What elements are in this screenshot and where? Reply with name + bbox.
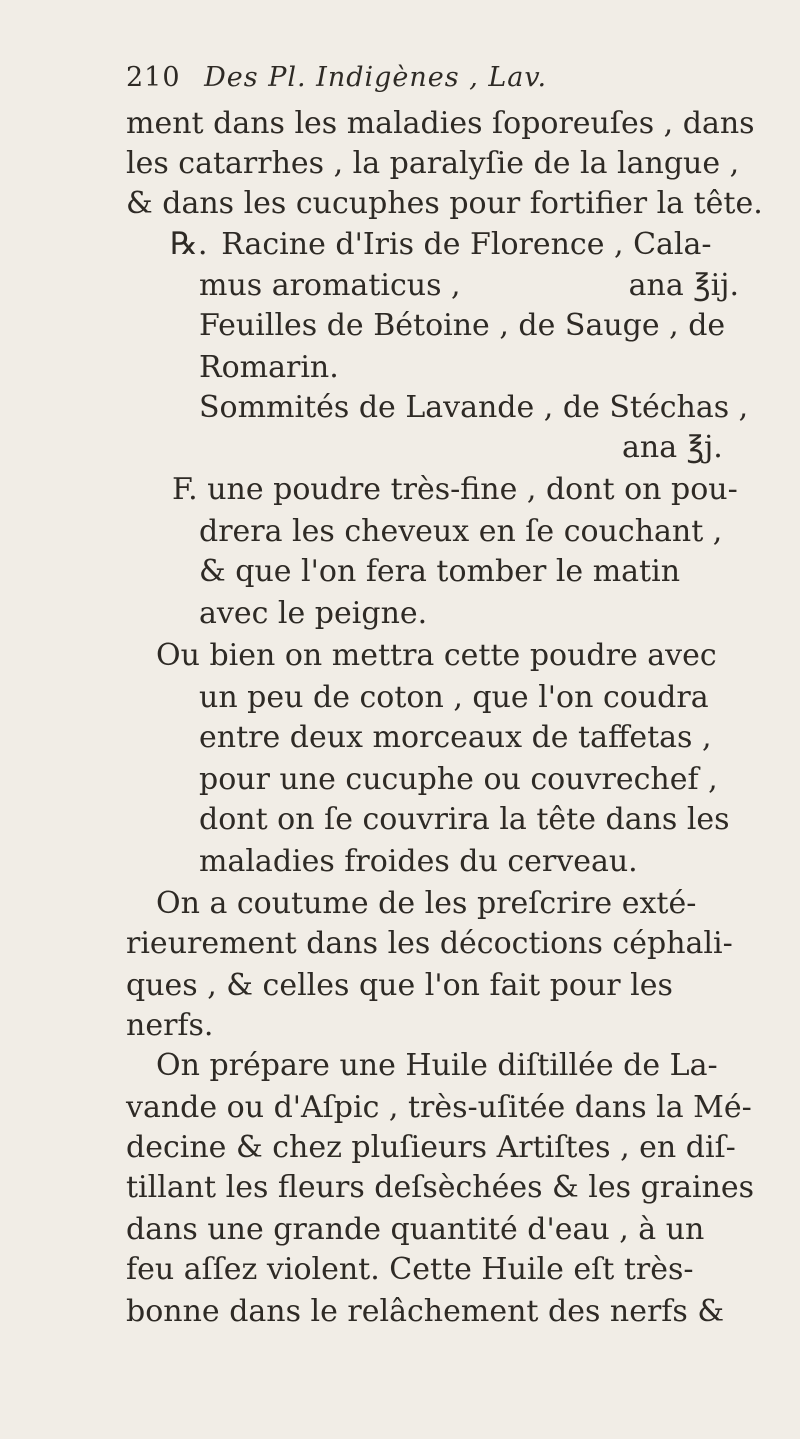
text-line: decine & chez pluſieurs Artiſtes , en diſ-	[126, 1130, 736, 1165]
text-line: Ou bien on mettra cette poudre avec	[156, 638, 717, 673]
dose-ana: ana ℥j.	[622, 430, 723, 465]
recipe-text: mus aromaticus ,	[199, 268, 461, 303]
text-line: F. une poudre très-fine , dont on pou-	[172, 472, 738, 507]
text-line: & que l'on fera tomber le matin	[199, 554, 681, 589]
text-line: drera les cheveux en ſe couchant ,	[199, 514, 723, 549]
text-line: On prépare une Huile diſtillée de La-	[156, 1048, 718, 1083]
text-line: les catarrhes , la paralyſie de la langue ,	[126, 146, 740, 181]
recipe-text: Racine d'Iris de Florence , Cala-	[221, 227, 712, 262]
page-number: 210	[126, 62, 181, 93]
text-line: dans une grande quantité d'eau , à un	[126, 1212, 705, 1247]
text-line: Romarin.	[199, 350, 339, 385]
text-line: nerfs.	[126, 1008, 214, 1043]
text-line: Sommités de Lavande , de Stéchas ,	[199, 390, 749, 425]
text-line: & dans les cucuphes pour fortifier la tête.	[126, 186, 763, 221]
recipe-symbol: ℞.	[170, 226, 208, 262]
text-line: vande ou d'Aſpic , très-uſitée dans la Mé-	[126, 1090, 752, 1125]
text-line: ment dans les maladies ſoporeuſes , dans	[126, 106, 755, 141]
text-line: avec le peigne.	[199, 596, 428, 631]
dose-ana: ana ℥ij.	[628, 268, 739, 303]
text-line: dont on ſe couvrira la tête dans les	[199, 802, 730, 837]
recipe-line	[199, 266, 739, 306]
text-line: un peu de coton , que l'on coudra	[199, 680, 709, 715]
text-line: feu aſſez violent. Cette Huile eſt très-	[126, 1252, 694, 1287]
text-line: ques , & celles que l'on fait pour les	[126, 968, 673, 1003]
text-line: pour une cucuphe ou couvrechef ,	[199, 762, 718, 797]
recipe-line	[170, 224, 712, 264]
text-line: tillant les fleurs deſsèchées & les graines	[126, 1170, 755, 1205]
running-header	[126, 62, 746, 110]
text-line: Feuilles de Bétoine , de Sauge , de	[199, 308, 726, 343]
text-line: On a coutume de les preſcrire exté-	[156, 886, 697, 921]
running-title: Des Pl. Indigènes , Lav.	[204, 62, 548, 93]
text-line: entre deux morceaux de taffetas ,	[199, 720, 712, 755]
text-line: bonne dans le relâchement des nerfs &	[126, 1294, 725, 1329]
text-line: rieurement dans les décoctions céphali-	[126, 926, 733, 961]
text-line: maladies froides du cerveau.	[199, 844, 638, 879]
